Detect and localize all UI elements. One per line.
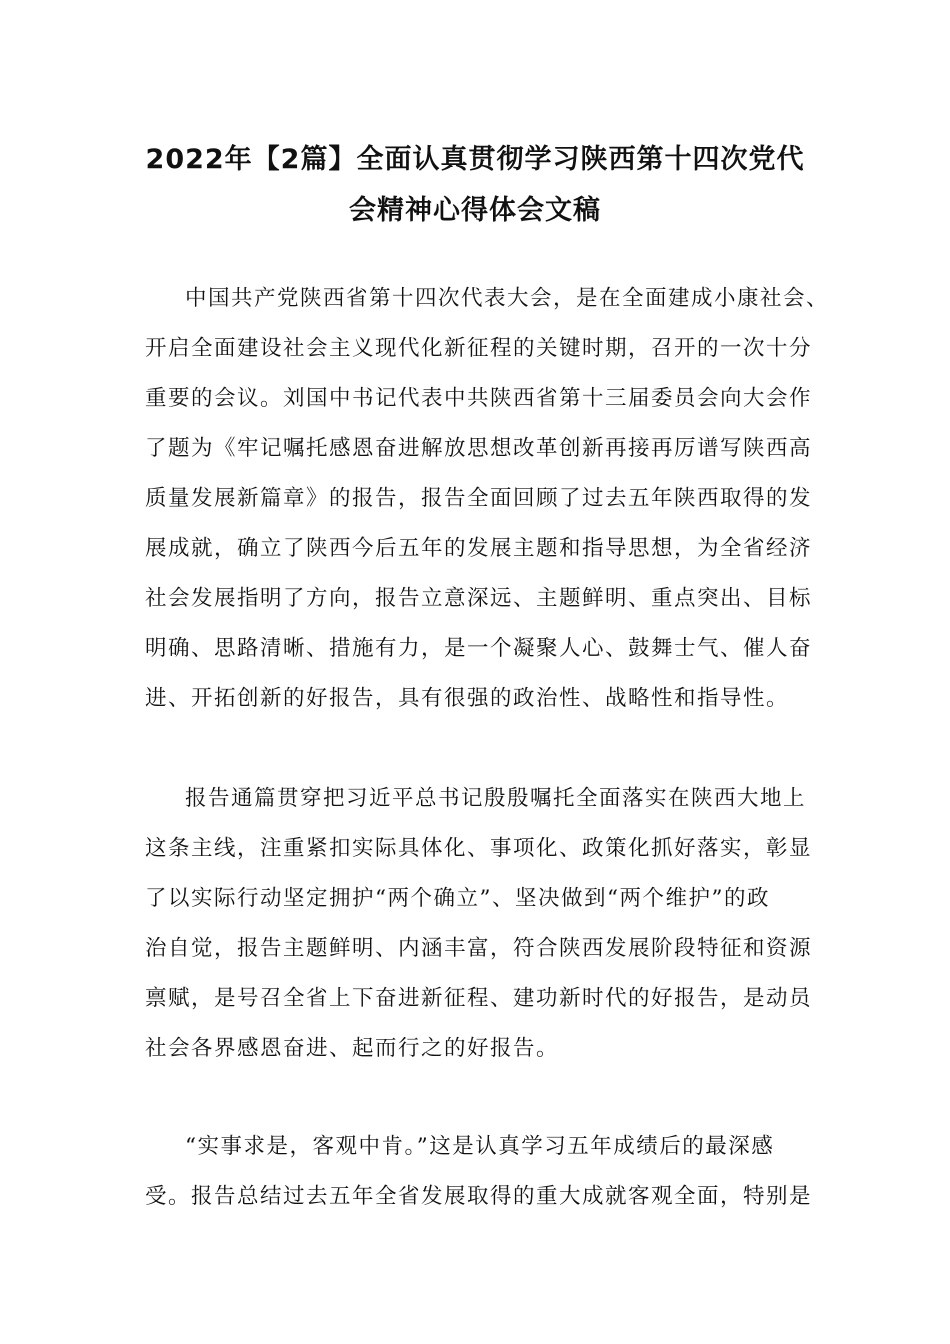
paragraph-3-line-1: “实事求是，客观中肯。”这是认真学习五年成绩后的最深感 [185, 1134, 775, 1159]
paragraph-3-line-2: 受。报告总结过去五年全省发展取得的重大成就客观全面，特别是 [145, 1184, 813, 1209]
paragraph-2-line-5: 禀赋，是号召全省上下奋进新征程、建功新时代的好报告，是动员 [145, 986, 813, 1011]
paragraph-1-line-3: 重要的会议。刘国中书记代表中共陕西省第十三届委员会向大会作 [145, 386, 813, 411]
paragraph-2-line-6: 社会各界感恩奋进、起而行之的好报告。 [145, 1036, 560, 1061]
paragraph-2-line-1: 报告通篇贯穿把习近平总书记殷殷嘱托全面落实在陕西大地上 [185, 786, 807, 811]
document-title-line-1: 2022年【2篇】全面认真贯彻学习陕西第十四次党代 [145, 144, 805, 175]
paragraph-1-line-4: 了题为《牢记嘱托感恩奋进解放思想改革创新再接再厉谱写陕西高 [145, 436, 813, 461]
paragraph-1-line-2: 开启全面建设社会主义现代化新征程的关键时期，召开的一次十分 [145, 336, 813, 361]
paragraph-1-line-8: 明确、思路清晰、措施有力，是一个凝聚人心、鼓舞士气、催人奋 [145, 636, 813, 661]
document-title-line-2: 会精神心得体会文稿 [349, 195, 601, 226]
paragraph-1-line-5: 质量发展新篇章》的报告，报告全面回顾了过去五年陕西取得的发 [145, 486, 813, 511]
paragraph-1-line-7: 社会发展指明了方向，报告立意深远、主题鲜明、重点突出、目标 [145, 586, 813, 611]
paragraph-2-line-2: 这条主线，注重紧扣实际具体化、事项化、政策化抓好落实，彰显 [145, 836, 813, 861]
paragraph-2-line-3: 了以实际行动坚定拥护“两个确立”、坚决做到“两个维护”的政 [145, 886, 770, 911]
paragraph-1-line-6: 展成就，确立了陕西今后五年的发展主题和指导思想，为全省经济 [145, 536, 813, 561]
paragraph-2-line-4: 治自觉，报告主题鲜明、内涵丰富，符合陕西发展阶段特征和资源 [145, 936, 813, 961]
paragraph-1-line-1: 中国共产党陕西省第十四次代表大会，是在全面建成小康社会、 [185, 286, 830, 311]
paragraph-1-line-9: 进、开拓创新的好报告，具有很强的政治性、战略性和指导性。 [145, 686, 790, 711]
